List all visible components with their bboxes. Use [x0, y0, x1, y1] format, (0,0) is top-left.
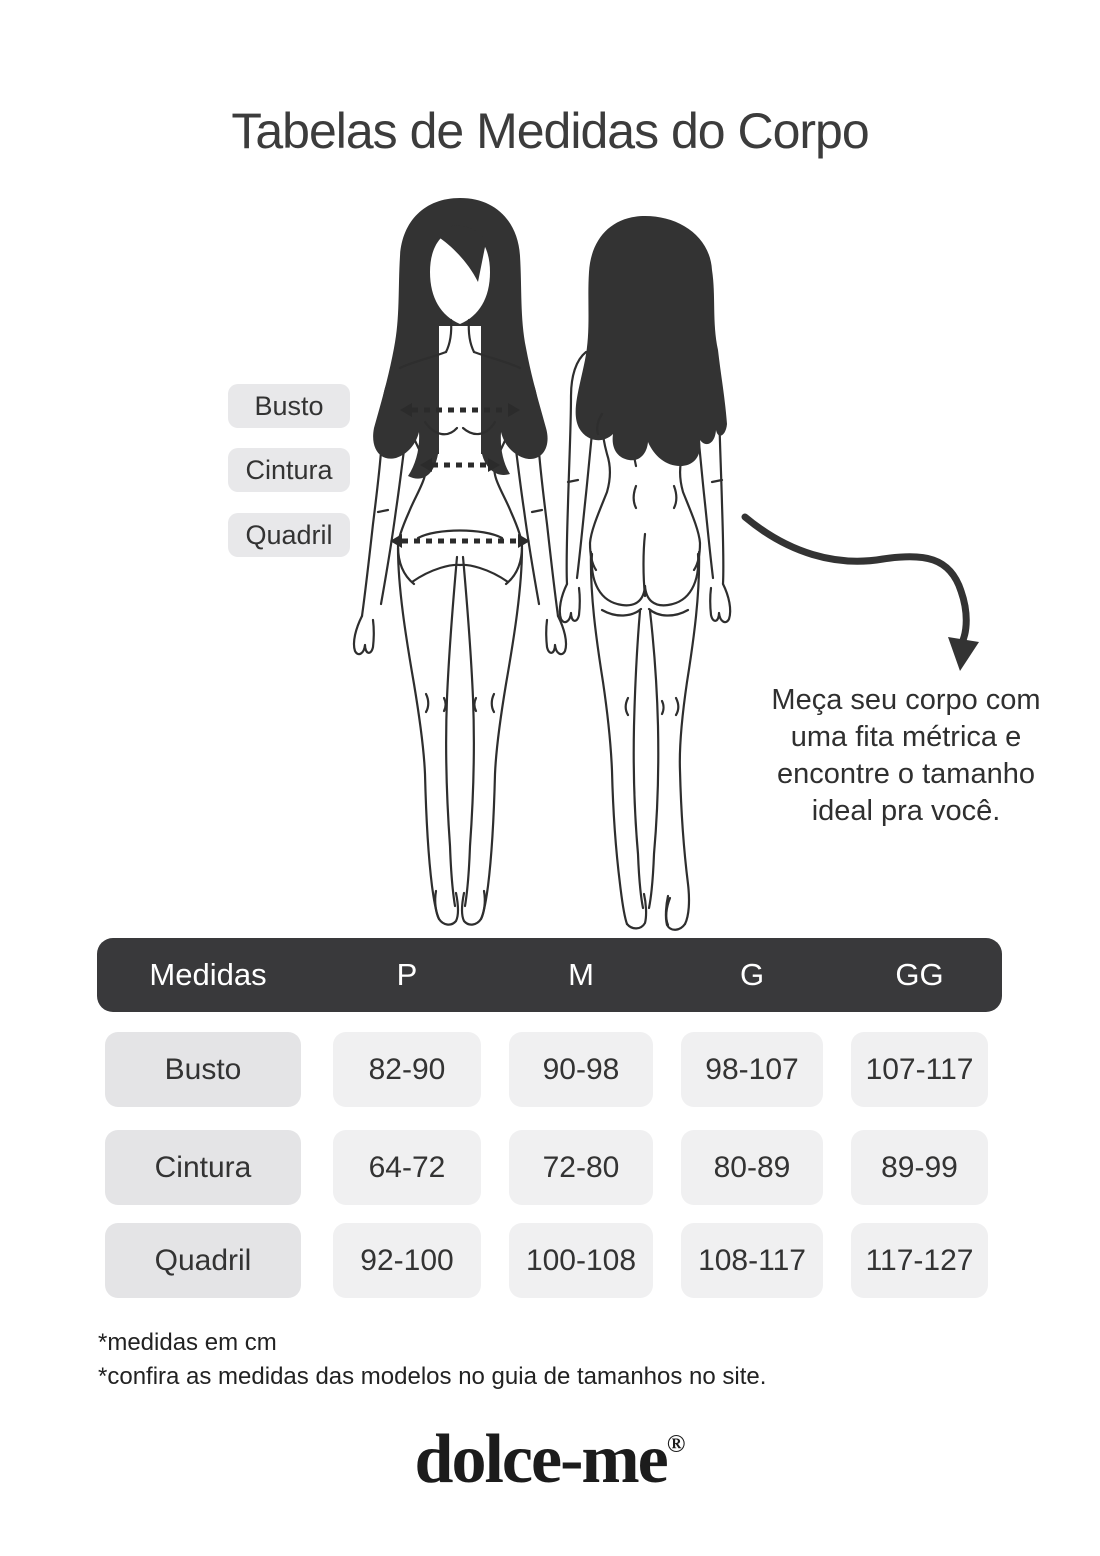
bust-m-value: 90-98: [509, 1032, 653, 1107]
registered-trademark-symbol: ®: [666, 1430, 686, 1458]
bust-tag-label: Busto: [254, 390, 324, 421]
hip-p-value: 92-100: [333, 1223, 481, 1298]
hip-tag-label: Quadril: [245, 519, 333, 550]
bust-gg-value: 107-117: [851, 1032, 988, 1107]
waist-gg-value: 89-99: [851, 1130, 988, 1205]
row-label: Busto: [105, 1032, 301, 1107]
bust-g-value: 98-107: [681, 1032, 823, 1107]
waist-tag-label: Cintura: [245, 454, 333, 485]
header-cell-m: M: [568, 957, 594, 992]
footnote-models: *confira as medidas das modelos no guia de tamanhos no site.: [98, 1363, 767, 1390]
footnotes: [98, 1326, 766, 1394]
waist-p-value: 64-72: [333, 1130, 481, 1205]
header-cell-p: P: [396, 957, 418, 992]
bust-p-value: 82-90: [333, 1032, 481, 1107]
instruction-line: uma fita métrica e: [790, 721, 1022, 753]
waist-tag: [228, 448, 350, 492]
table-row-bust: [97, 1032, 1002, 1107]
hip-tag: [228, 513, 350, 557]
instruction-line: ideal pra você.: [811, 795, 1001, 827]
page-title: Tabelas de Medidas do Corpo: [231, 103, 869, 159]
front-body-figure: [354, 198, 566, 925]
header-cell-g: G: [739, 957, 765, 992]
instruction-line: Meça seu corpo com: [771, 684, 1041, 716]
instruction-line: encontre o tamanho: [777, 758, 1035, 790]
row-label: Quadril: [105, 1223, 301, 1298]
hip-m-value: 100-108: [509, 1223, 653, 1298]
table-row-waist: [97, 1130, 1002, 1205]
header-cell-medidas: Medidas: [149, 957, 267, 992]
bust-tag: [228, 384, 350, 428]
size-table-header: [97, 938, 1002, 1012]
header-cell-gg: GG: [895, 957, 944, 992]
footnote-units: *medidas em cm: [98, 1329, 277, 1356]
back-hair: [576, 216, 727, 466]
hip-g-value: 108-117: [681, 1223, 823, 1298]
brand-logo-text: dolce-me: [414, 1421, 667, 1498]
female-body-front-and-back-illustration: [340, 186, 760, 942]
curved-arrow-icon: [728, 495, 988, 680]
back-body-figure: [560, 216, 730, 930]
row-label: Cintura: [105, 1130, 301, 1205]
brand-logo: [0, 1420, 1100, 1500]
measure-instruction-text: [745, 682, 1067, 830]
hip-gg-value: 117-127: [851, 1223, 988, 1298]
table-row-hip: [97, 1223, 1002, 1298]
waist-m-value: 72-80: [509, 1130, 653, 1205]
waist-g-value: 80-89: [681, 1130, 823, 1205]
